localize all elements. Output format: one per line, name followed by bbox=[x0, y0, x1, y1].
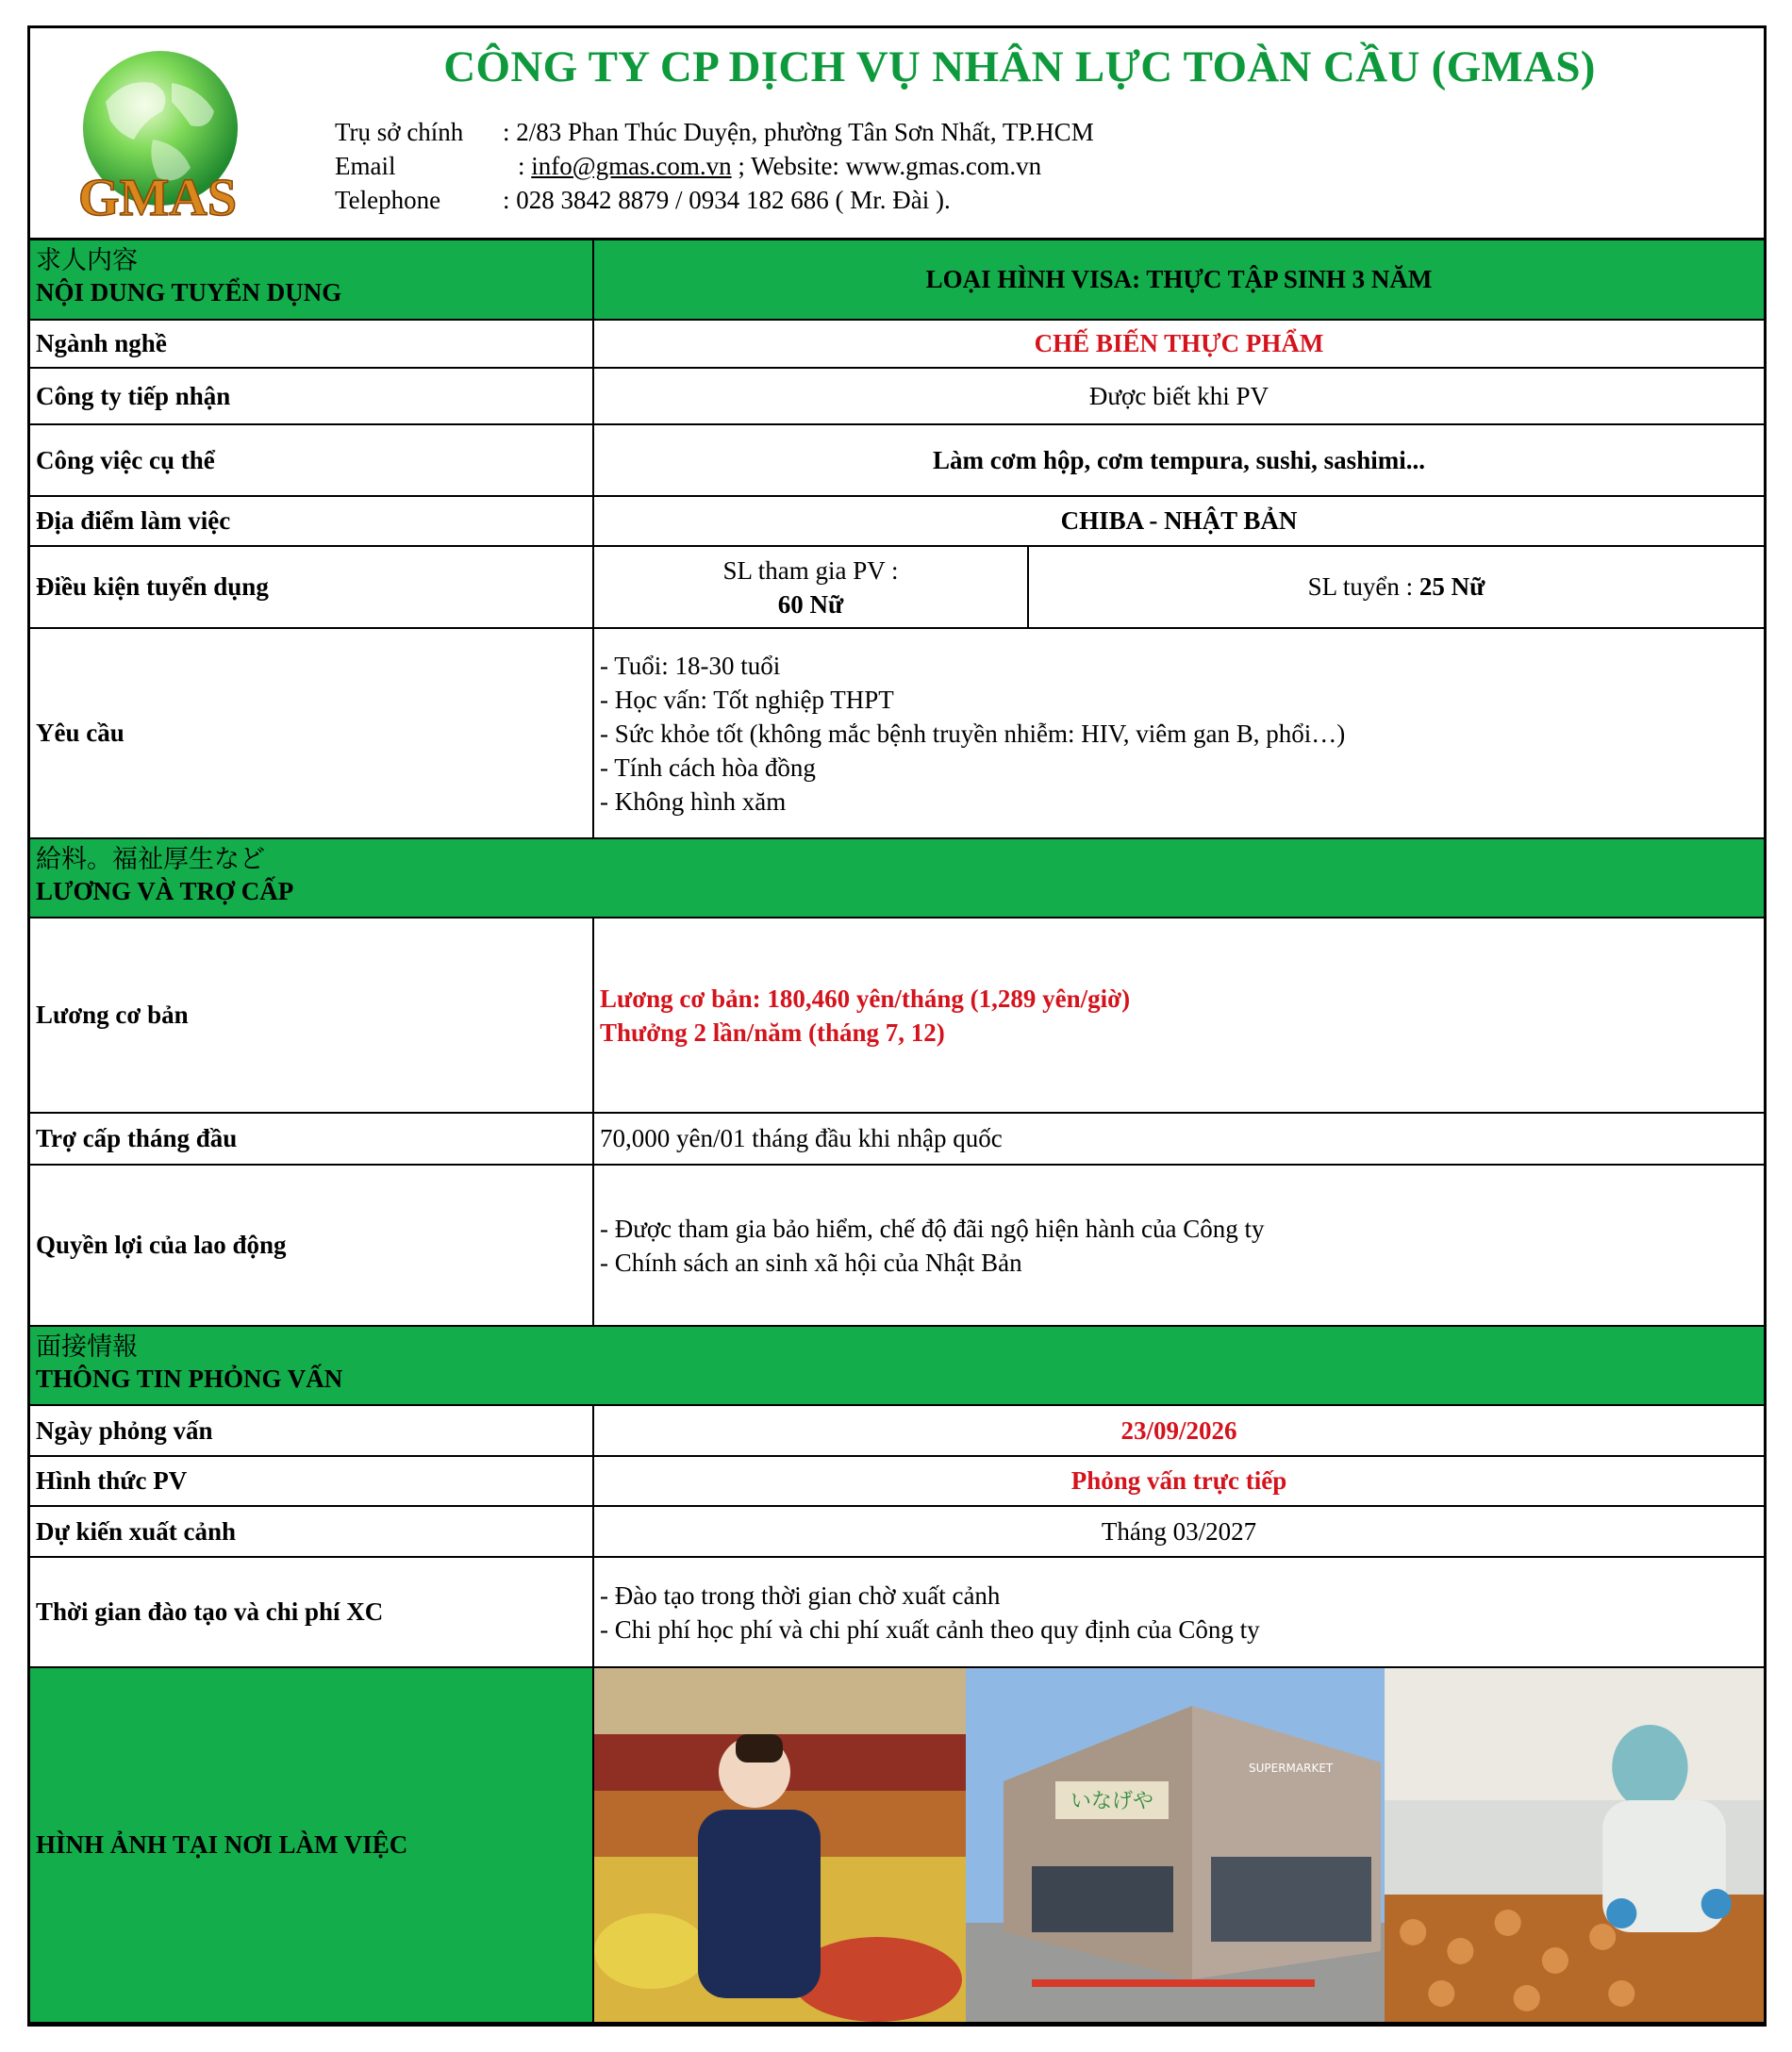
section-interview-jp: 面接情報 bbox=[36, 1332, 138, 1361]
section-recruitment-title bbox=[30, 240, 593, 320]
benefit-item: - Được tham gia bảo hiểm, chế độ đãi ngộ hiện hành của Công ty bbox=[600, 1214, 1265, 1243]
store-subsign: SUPERMARKET bbox=[1249, 1762, 1334, 1775]
logo-text: GMAS bbox=[78, 169, 237, 224]
row-interview-form bbox=[30, 1456, 1764, 1506]
row-interview-date bbox=[30, 1405, 1764, 1456]
row-departure bbox=[30, 1506, 1764, 1557]
company-header bbox=[30, 28, 1764, 240]
email-label: Email bbox=[335, 152, 396, 180]
requirement-item: - Sức khỏe tốt (không mắc bệnh truyền nhiễm: HIV, viêm gan B, phổi…) bbox=[600, 719, 1346, 748]
hire-count bbox=[1028, 546, 1764, 628]
section-salary-jp: 給料。福祉厚生など bbox=[36, 845, 265, 873]
training-list bbox=[593, 1557, 1764, 1667]
job-sheet bbox=[27, 25, 1767, 2027]
location-label: Địa điểm làm việc bbox=[30, 496, 593, 546]
email-value bbox=[503, 149, 1041, 183]
row-photos bbox=[30, 1667, 1764, 2023]
requirement-item: - Không hình xăm bbox=[600, 786, 787, 816]
requirement-item: - Tuổi: 18-30 tuổi bbox=[600, 651, 781, 680]
conditions-label: Điều kiện tuyển dụng bbox=[30, 546, 593, 628]
section-salary bbox=[30, 838, 1764, 918]
row-conditions bbox=[30, 546, 1764, 628]
job-table bbox=[30, 240, 1764, 2024]
email-link[interactable]: info@gmas.com.vn bbox=[531, 152, 732, 180]
benefit-item: - Chính sách an sinh xã hội của Nhật Bản bbox=[600, 1248, 1022, 1277]
location-value: CHIBA - NHẬT BẢN bbox=[593, 496, 1764, 546]
row-company bbox=[30, 368, 1764, 424]
section-salary-vi: LƯƠNG VÀ TRỢ CẤP bbox=[36, 877, 294, 905]
training-label: Thời gian đào tạo và chi phí XC bbox=[30, 1557, 593, 1667]
requirements-label: Yêu cầu bbox=[30, 628, 593, 838]
section-interview-title bbox=[30, 1326, 1764, 1405]
allowance-value: 70,000 yên/01 tháng đầu khi nhập quốc bbox=[593, 1113, 1764, 1165]
row-training bbox=[30, 1557, 1764, 1667]
interview-date-label: Ngày phỏng vấn bbox=[30, 1405, 593, 1456]
salary-label: Lương cơ bản bbox=[30, 918, 593, 1113]
job-value: Làm cơm hộp, cơm tempura, sushi, sashimi... bbox=[593, 424, 1764, 496]
industry-label: Ngành nghề bbox=[30, 320, 593, 368]
requirement-item: - Tính cách hòa đồng bbox=[600, 753, 816, 782]
interview-count bbox=[593, 546, 1028, 628]
departure-value: Tháng 03/2027 bbox=[593, 1506, 1764, 1557]
company-value: Được biết khi PV bbox=[593, 368, 1764, 424]
row-job bbox=[30, 424, 1764, 496]
row-salary bbox=[30, 918, 1764, 1113]
salary-value bbox=[593, 918, 1764, 1113]
company-contact bbox=[335, 115, 1094, 217]
address-label: Trụ sở chính bbox=[335, 118, 464, 146]
training-item: - Chi phí học phí và chi phí xuất cảnh theo quy định của Công ty bbox=[600, 1614, 1260, 1644]
interview-form-value: Phỏng vấn trực tiếp bbox=[593, 1456, 1764, 1506]
company-name: CÔNG TY CP DỊCH VỤ NHÂN LỰC TOÀN CẦU (GMAS) bbox=[443, 42, 1596, 91]
section-recruitment-vi: NỘI DUNG TUYỂN DỤNG bbox=[36, 278, 342, 306]
email-prefix: : bbox=[518, 152, 532, 180]
phone-label: Telephone bbox=[335, 186, 441, 214]
photos-cell bbox=[593, 1667, 1764, 2023]
phone-value: : 028 3842 8879 / 0934 182 686 ( Mr. Đài ). bbox=[503, 186, 951, 214]
gmas-logo bbox=[68, 45, 247, 224]
row-requirements bbox=[30, 628, 1764, 838]
store-building-photo bbox=[966, 1668, 1385, 2022]
training-item: - Đào tạo trong thời gian chờ xuất cảnh bbox=[600, 1580, 1001, 1610]
supermarket-produce-photo bbox=[594, 1668, 966, 2022]
job-label: Công việc cụ thể bbox=[30, 424, 593, 496]
row-location bbox=[30, 496, 1764, 546]
section-recruitment-jp: 求人内容 bbox=[36, 246, 138, 274]
row-benefits bbox=[30, 1165, 1764, 1326]
factory-worker-photo bbox=[1385, 1668, 1764, 2022]
company-label: Công ty tiếp nhận bbox=[30, 368, 593, 424]
interview-date-value: 23/09/2026 bbox=[593, 1405, 1764, 1456]
benefits-label: Quyền lợi của lao động bbox=[30, 1165, 593, 1326]
allowance-label: Trợ cấp tháng đầu bbox=[30, 1113, 593, 1165]
salary-line: Lương cơ bản: 180,460 yên/tháng (1,289 yên/giờ) bbox=[600, 984, 1131, 1013]
bonus-line: Thưởng 2 lần/năm (tháng 7, 12) bbox=[600, 1018, 945, 1047]
visa-type: LOẠI HÌNH VISA: THỰC TẬP SINH 3 NĂM bbox=[593, 240, 1764, 320]
interview-count-label: SL tham gia PV : bbox=[722, 555, 899, 585]
section-interview-vi: THÔNG TIN PHỎNG VẤN bbox=[36, 1365, 343, 1393]
photos-label: HÌNH ẢNH TẠI NƠI LÀM VIỆC bbox=[30, 1667, 593, 2023]
requirement-item: - Học vấn: Tốt nghiệp THPT bbox=[600, 685, 894, 714]
interview-count-value: 60 Nữ bbox=[777, 589, 844, 619]
section-salary-title bbox=[30, 838, 1764, 918]
section-interview bbox=[30, 1326, 1764, 1405]
industry-value: CHẾ BIẾN THỰC PHẨM bbox=[593, 320, 1764, 368]
photo-strip bbox=[594, 1668, 1764, 2022]
row-allowance bbox=[30, 1113, 1764, 1165]
website-text: ; Website: www.gmas.com.vn bbox=[731, 152, 1042, 180]
section-recruitment bbox=[30, 240, 1764, 320]
hire-count-label: SL tuyển : bbox=[1307, 572, 1419, 601]
requirements-list bbox=[593, 628, 1764, 838]
departure-label: Dự kiến xuất cảnh bbox=[30, 1506, 593, 1557]
interview-form-label: Hình thức PV bbox=[30, 1456, 593, 1506]
address-value: : 2/83 Phan Thúc Duyện, phường Tân Sơn Nhất, TP.HCM bbox=[503, 118, 1094, 146]
benefits-list bbox=[593, 1165, 1764, 1326]
store-sign: いなげや bbox=[1070, 1790, 1154, 1813]
row-industry bbox=[30, 320, 1764, 368]
hire-count-value: 25 Nữ bbox=[1419, 572, 1485, 601]
